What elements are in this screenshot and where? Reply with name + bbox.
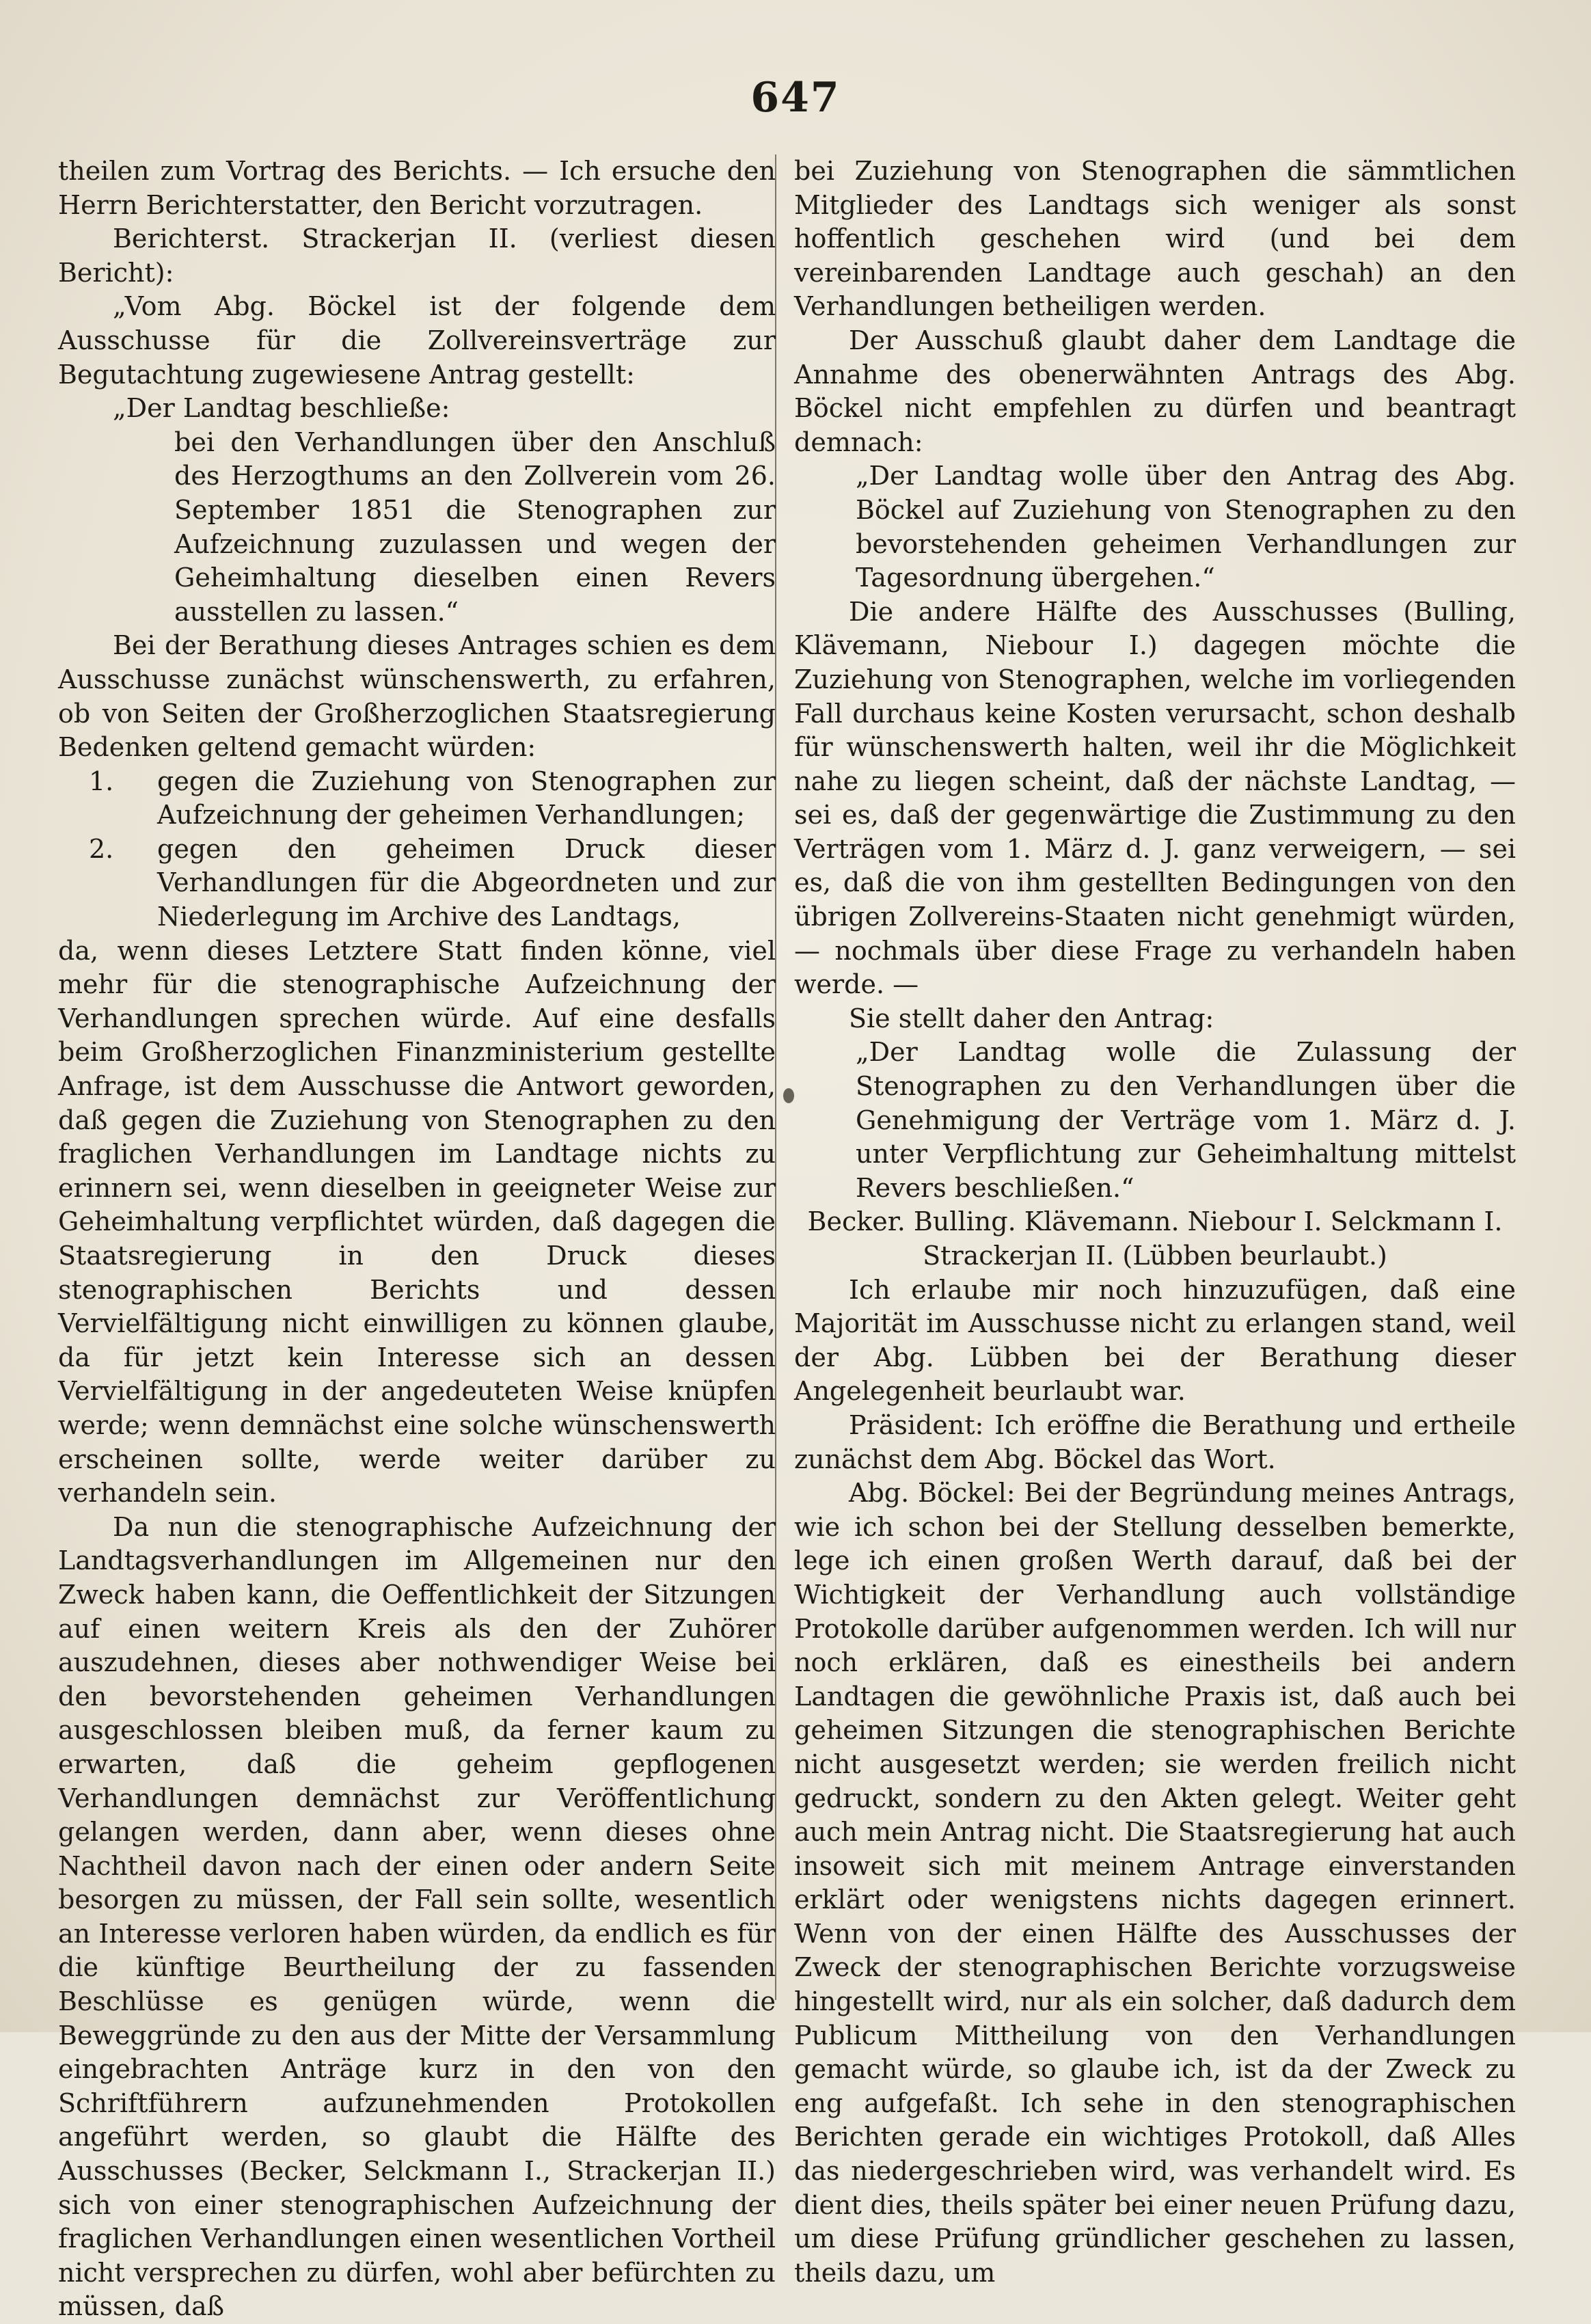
paragraph: bei den Verhandlungen über den Anschluß des Herzogthums an den Zollverein vom 26. September 1851 die Stenographen zur Aufzeichnung zuzulassen und wegen der Geheimhaltung dieselben einen Revers ausstellen zu lassen.“ <box>174 427 776 627</box>
paragraph: Ich erlaube mir noch hinzuzufügen, daß eine Majorität im Ausschusse nicht zu erlangen stand, weil der Abg. Lübben bei der Berathung dieser Angelegenheit beurlaubt war. <box>794 1274 1516 1407</box>
page-number: 647 <box>750 74 841 122</box>
list-item-number: 2. <box>89 833 114 864</box>
paragraph: da, wenn dieses Letztere Statt finden könne, viel mehr für die stenographische Aufzeichnung der Verhandlungen sprechen würde. Auf eine desfalls beim Großherzoglichen Finanzministerium gestellte Anfrage, ist dem Ausschusse die Antwort geworden, daß gegen die Zuziehung von Stenographen zu den fraglichen Verhandlungen im Landtage nichts zu erinnern sei, wenn dieselben in geeigneter Weise zur Geheimhaltung verpflichtet würden, daß dagegen die Staatsregierung in den Druck dieses stenographischen Berichts und dessen Vervielfältigung nicht einwilligen zu können glaube, da für jetzt kein Interesse sich an dessen Vervielfältigung in der angedeuteten Weise knüpfen werde; wenn demnächst eine solche wünschenswerth erscheinen sollte, werde weiter darüber zu verhandeln sein. <box>58 935 776 1509</box>
list-item-number: 1. <box>89 766 114 796</box>
paragraph: theilen zum Vortrag des Berichts. — Ich ersuche den Herrn Berichterstatter, den Bericht vorzutragen. <box>58 156 776 220</box>
paragraph: bei Zuziehung von Stenographen die sämmtlichen Mitglieder des Landtags sich weniger als sonst hoffentlich geschehen wird (und bei dem vereinbarenden Landtage auch geschah) an den Verhandlungen betheiligen werden. <box>794 156 1516 322</box>
paragraph: „Der Landtag wolle die Zulassung der Stenographen zu den Verhandlungen über die Genehmigung der Verträge vom 1. März d. J. unter Verpflichtung zur Geheimhaltung mittelst Revers beschließen.“ <box>856 1037 1516 1203</box>
list-item <box>58 765 776 833</box>
paragraph: Präsident: Ich eröffne die Berathung und ertheile zunächst dem Abg. Böckel das Wort. <box>794 1409 1516 1474</box>
paragraph: Abg. Böckel: Bei der Begründung meines Antrags, wie ich schon bei der Stellung desselben bemerkte, lege ich einen großen Werth darauf, daß bei der Wichtigkeit der Verhandlung auch vollständige Protokolle darüber aufgenommen werden. Ich will nur noch erklären, daß es einestheils bei andern Landtagen die gewöhnliche Praxis ist, daß auch bei geheimen Sitzungen die stenographischen Berichte nicht ausgesetzt werden; sie werden freilich nicht gedruckt, sondern zu den Akten gelegt. Weiter geht auch mein Antrag nicht. Die Staatsregierung hat auch insoweit sich mit meinem Antrage einverstanden erklärt oder wenigstens nichts dagegen erinnert. Wenn von der einen Hälfte des Ausschusses der Zweck der stenographischen Berichte vorzugsweise hingestellt wird, nur als ein solcher, daß dadurch dem Publicum Mittheilung von den Verhandlungen gemacht würde, so glaube ich, ist da der Zweck zu eng aufgefaßt. Ich sehe in den stenographischen Berichten gerade ein wichtiges Protokoll, daß Alles das niedergeschrieben wird, was verhandelt wird. Es dient dies, theils später bei einer neuen Prüfung dazu, um diese Prüfung gründlicher geschehen zu lassen, theils dazu, um <box>794 1478 1516 2288</box>
right-column <box>794 154 1516 2290</box>
ink-spot <box>783 1088 794 1103</box>
left-column <box>58 154 776 2324</box>
list-item-text: gegen die Zuziehung von Stenographen zur Aufzeichnung der geheimen Verhandlungen; <box>157 766 776 830</box>
list-item-text: gegen den geheimen Druck dieser Verhandlungen für die Abgeordneten und zur Niederlegung im Archive des Landtags, <box>157 833 776 932</box>
paragraph: Der Ausschuß glaubt daher dem Landtage die Annahme des obenerwähnten Antrags des Abg. Böckel nicht empfehlen zu dürfen und beantragt demnach: <box>794 325 1516 457</box>
paragraph: „Der Landtag beschließe: <box>113 393 450 424</box>
signature-line: Becker. Bulling. Klävemann. Niebour I. Selckmann I. Strackerjan II. (Lübben beurlaubt.) <box>807 1206 1503 1271</box>
paragraph: Sie stellt daher den Antrag: <box>849 1003 1214 1033</box>
paragraph: „Der Landtag wolle über den Antrag des Abg. Böckel auf Zuziehung von Stenographen zu den bevorstehenden geheimen Verhandlungen zur Tagesordnung übergehen.“ <box>856 461 1516 593</box>
paragraph: Bei der Berathung dieses Antrages schien es dem Ausschusse zunächst wünschenswerth, zu erfahren, ob von Seiten der Großherzoglichen Staatsregierung Bedenken geltend gemacht würden: <box>58 630 776 763</box>
paragraph: Berichterst. Strackerjan II. (verliest diesen Bericht): <box>58 224 776 288</box>
paragraph: „Vom Abg. Böckel ist der folgende dem Ausschusse für die Zollvereinsverträge zur Begutachtung zugewiesene Antrag gestellt: <box>58 291 776 390</box>
paragraph: Die andere Hälfte des Ausschusses (Bulling, Klävemann, Niebour I.) dagegen möchte die Zuziehung von Stenographen, welche im vorliegenden Fall durchaus keine Kosten verursacht, schon deshalb für wünschenswerth halten, weil ihr die Möglichkeit nahe zu liegen scheint, daß der nächste Landtag, — sei es, daß der gegenwärtige die Zustimmung zu den Verträgen vom 1. März d. J. ganz verweigern, — sei es, daß die von ihm gestellten Bedingungen von den übrigen Zollvereins-Staaten nicht genehmigt würden, — nochmals über diese Frage zu verhandeln haben werde. — <box>794 596 1516 1000</box>
paragraph: Da nun die stenographische Aufzeichnung der Landtagsverhandlungen im Allgemeinen nur den Zweck haben kann, die Oeffentlichkeit der Sitzungen auf einen weitern Kreis als den der Zuhörer auszudehnen, dieses aber nothwendiger Weise bei den bevorstehenden geheimen Verhandlungen ausgeschlossen bleiben muß, da ferner kaum zu erwarten, daß die geheim gepflogenen Verhandlungen demnächst zur Veröffentlichung gelangen werden, dann aber, wenn dieses ohne Nachtheil davon nach der einen oder andern Seite besorgen zu müssen, der Fall sein sollte, wesentlich an Interesse verloren haben würden, da endlich es für die künftige Beurtheilung der zu fassenden Beschlüsse es genügen würde, wenn die Beweggründe zu den aus der Mitte der Versammlung eingebrachten Anträge kurz in den von den Schriftführern aufzunehmenden Protokollen angeführt werden, so glaubt die Hälfte des Ausschusses (Becker, Selckmann I., Strackerjan II.) sich von einer stenographischen Aufzeichnung der fraglichen Verhandlungen einen wesentlichen Vortheil nicht versprechen zu dürfen, wohl aber befürchten zu müssen, daß <box>58 1511 776 2322</box>
list-item <box>58 833 776 934</box>
